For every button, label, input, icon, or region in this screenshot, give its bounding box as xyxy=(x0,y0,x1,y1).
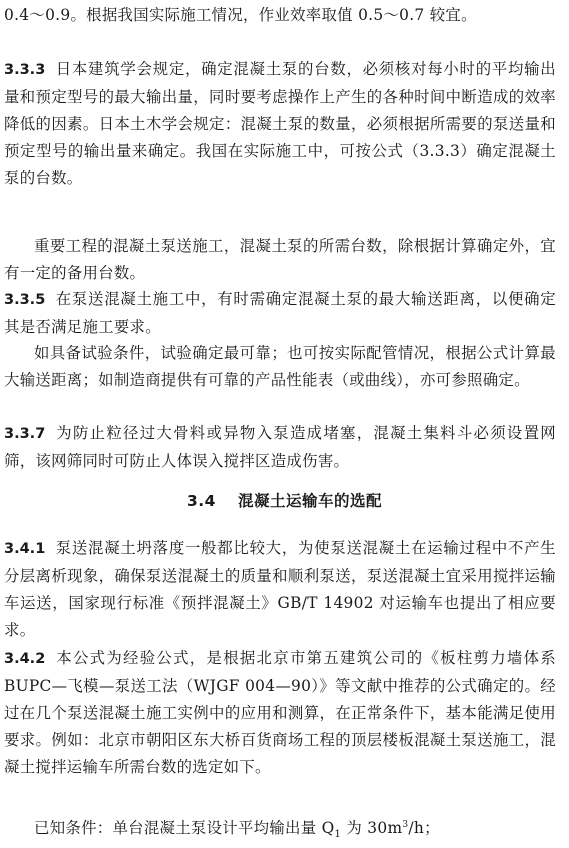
clause-3-3-7: 3.3.7 为防止粒径过大骨料或异物入泵造成堵塞，混凝土集料斗必须设置网筛，该网筛同时可防止人体误入搅拌区造成伤害。 xyxy=(4,424,556,470)
clause-number: 3.4.2 xyxy=(4,651,46,667)
section-number: 3.4 xyxy=(187,492,216,510)
paragraph-known-conditions: 已知条件：单台混凝土泵设计平均输出量 $Q_1$ 为 $30m^3/h$； xyxy=(34,819,440,841)
clause-number: 3.4.1 xyxy=(4,541,46,557)
clause-number: 3.3.5 xyxy=(4,292,46,308)
clause-3-3-5: 3.3.5 在泵送混凝土施工中，有时需确定混凝土泵的最大输送距离，以便确定其是否满足施工要求。 xyxy=(4,290,556,336)
clause-number: 3.3.7 xyxy=(4,426,46,442)
paragraph-continuation: 0.4～0.9。根据我国实际施工情况，作业效率取值 0.5～0.7 较宜。 xyxy=(4,6,477,24)
clause-3-4-1: 3.4.1 泵送混凝土坍落度一般都比较大，为使泵送混凝土在运输过程中不产生分层离析现象，确保泵送混凝土的质量和顺利泵送，泵送混凝土宜采用搅拌运输车运送，国家现行标准《预拌混凝土》GB/T 14902 对运输车也提出了相应要求。 xyxy=(4,539,556,639)
clause-3-3-3: 3.3.3 日本建筑学会规定，确定混凝土泵的台数，必须核对每小时的平均输出量和预定型号的最大输出量，同时要考虑操作上产生的各种时间中断造成的效率降低的因素。日本土木学会规定：混凝土泵的数量，必须根据所需要的泵送量和预定型号的输出量来确定。我国在实际施工中，可按公式（3.3.3）确定混凝土泵的台数。 xyxy=(4,60,556,187)
paragraph-backup-pumps: 重要工程的混凝土泵送施工，混凝土泵的所需台数，除根据计算确定外，宜有一定的备用台数。 xyxy=(4,237,556,282)
clause-number: 3.3.3 xyxy=(4,62,46,78)
section-heading xyxy=(0,489,569,513)
clause-3-4-2: 3.4.2 本公式为经验公式，是根据北京市第五建筑公司的《板柱剪力墙体系 BUPC—飞模—泵送工法（WJGF 004—90）》等文献中推荐的公式确定的。经过在几个泵送混凝土施工实例中的应用和测算，在正常条件下，基本能满足使用要求。例如：北京市朝阳区东大桥百货商场工程的顶层楼板混凝土泵送施工，混凝土搅拌运输车所需台数的选定如下。 xyxy=(4,649,556,776)
paragraph-test-conditions: 如具备试验条件，试验确定最可靠；也可按实际配管情况，根据公式计算最大输送距离；如制造商提供有可靠的产品性能表（或曲线），亦可参照确定。 xyxy=(4,344,556,389)
section-title: 混凝土运输车的选配 xyxy=(237,492,382,510)
